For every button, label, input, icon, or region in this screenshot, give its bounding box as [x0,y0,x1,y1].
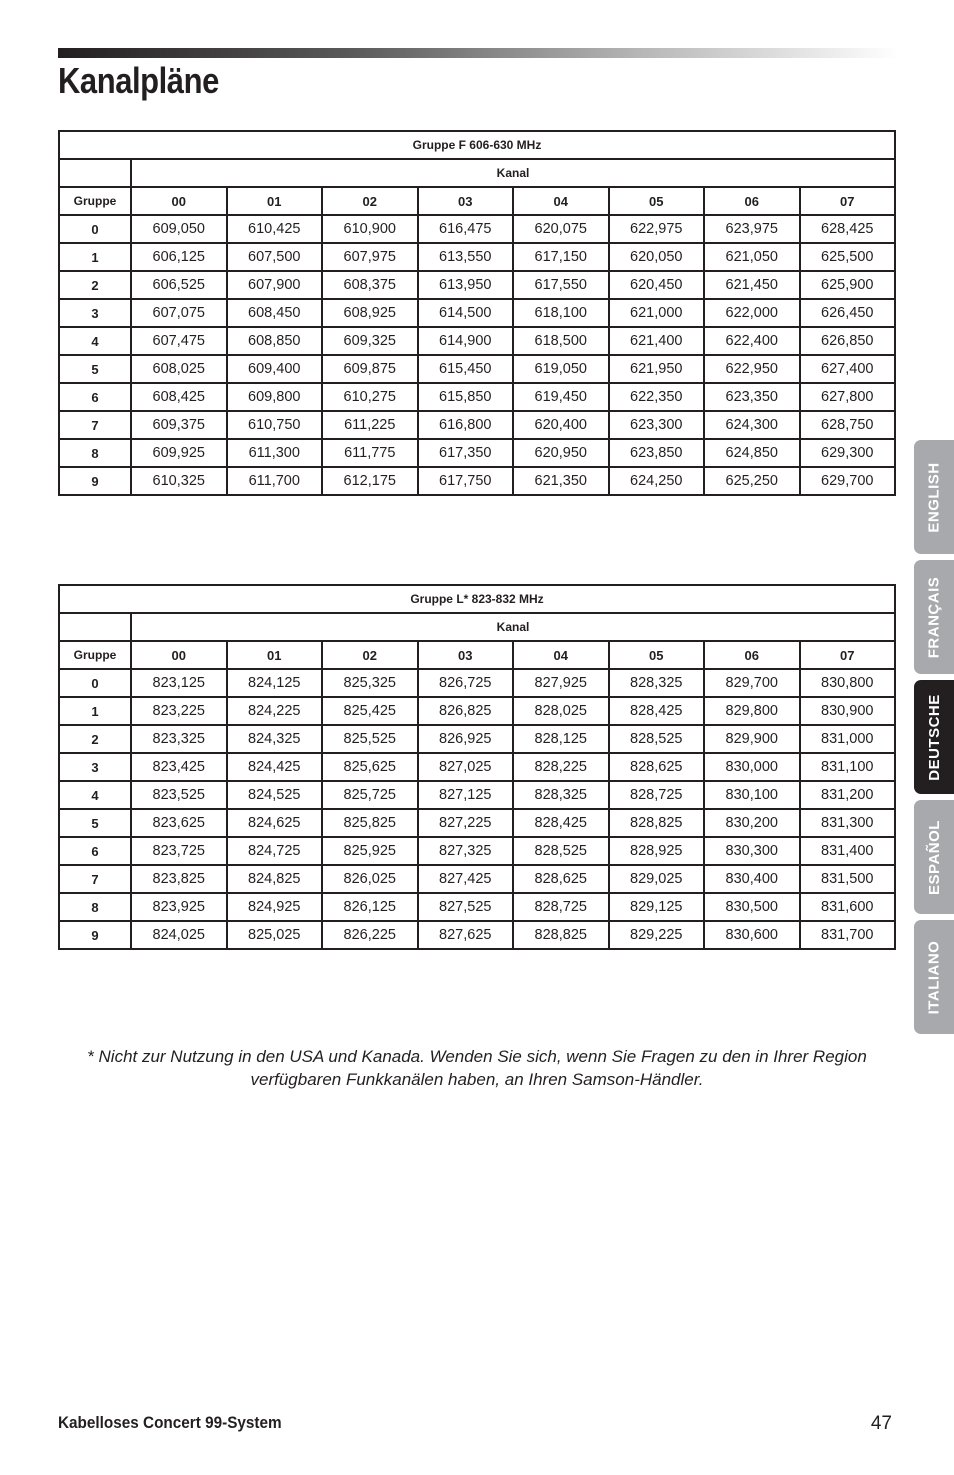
frequency-cell: 827,925 [513,669,609,697]
frequency-cell: 625,250 [704,467,800,495]
frequency-cell: 829,225 [609,921,705,949]
frequency-cell: 620,050 [609,243,705,271]
channel-number: 05 [609,641,705,669]
frequency-cell: 823,125 [131,669,227,697]
frequency-cell: 608,025 [131,355,227,383]
table-title-row [59,131,895,159]
frequency-cell: 607,475 [131,327,227,355]
channel-header-row [59,187,895,215]
tab-francais[interactable] [914,560,954,674]
channel-number: 02 [322,641,418,669]
frequency-cell: 608,375 [322,271,418,299]
channel-number: 01 [227,187,323,215]
table-row [59,753,895,781]
frequency-cell: 606,525 [131,271,227,299]
frequency-cell: 608,450 [227,299,323,327]
frequency-cell: 617,750 [418,467,514,495]
frequency-cell: 824,225 [227,697,323,725]
group-number: 8 [59,439,131,467]
frequency-cell: 825,525 [322,725,418,753]
frequency-cell: 609,875 [322,355,418,383]
frequency-cell: 618,100 [513,299,609,327]
frequency-cell: 609,800 [227,383,323,411]
frequency-cell: 824,525 [227,781,323,809]
table-row [59,781,895,809]
channel-number: 06 [704,641,800,669]
frequency-cell: 824,025 [131,921,227,949]
footnote: * Nicht zur Nutzung in den USA und Kanada. Wenden Sie sich, wenn Sie Fragen zu den in Ihrer Region verfügbaren Funkkanälen haben, an Ihren Samson-Händler. [87,1047,867,1089]
frequency-cell: 827,625 [418,921,514,949]
frequency-cell: 828,325 [609,669,705,697]
frequency-cell: 826,825 [418,697,514,725]
header-gradient-bar [58,48,898,58]
channel-number: 03 [418,641,514,669]
frequency-cell: 825,825 [322,809,418,837]
frequency-cell: 627,800 [800,383,896,411]
channel-number: 01 [227,641,323,669]
group-number: 6 [59,383,131,411]
gruppe-label: Gruppe [59,641,131,669]
group-number: 9 [59,921,131,949]
frequency-cell: 610,900 [322,215,418,243]
frequency-cell: 823,825 [131,865,227,893]
frequency-cell: 623,975 [704,215,800,243]
channel-number: 00 [131,187,227,215]
group-number: 7 [59,865,131,893]
kanal-header-row [59,613,895,641]
group-number: 2 [59,725,131,753]
frequency-cell: 608,425 [131,383,227,411]
frequency-cell: 827,425 [418,865,514,893]
frequency-cell: 831,500 [800,865,896,893]
tab-espanol[interactable] [914,800,954,914]
channel-number: 06 [704,187,800,215]
frequency-cell: 828,725 [609,781,705,809]
page-title: Kanalpläne [58,60,219,101]
frequency-cell: 825,025 [227,921,323,949]
frequency-cell: 620,075 [513,215,609,243]
frequency-cell: 825,325 [322,669,418,697]
frequency-cell: 825,725 [322,781,418,809]
frequency-cell: 608,925 [322,299,418,327]
frequency-cell: 624,250 [609,467,705,495]
frequency-cell: 622,000 [704,299,800,327]
frequency-cell: 825,925 [322,837,418,865]
frequency-cell: 823,425 [131,753,227,781]
frequency-cell: 830,400 [704,865,800,893]
frequency-cell: 831,000 [800,725,896,753]
frequency-cell: 628,750 [800,411,896,439]
frequency-cell: 831,200 [800,781,896,809]
frequency-cell: 613,950 [418,271,514,299]
frequency-cell: 609,375 [131,411,227,439]
tab-label: ENGLISH [925,461,943,533]
frequency-cell: 826,225 [322,921,418,949]
frequency-cell: 609,400 [227,355,323,383]
kanal-header-row [59,159,895,187]
frequency-cell: 827,125 [418,781,514,809]
frequency-cell: 611,225 [322,411,418,439]
frequency-cell: 829,025 [609,865,705,893]
group-number: 2 [59,271,131,299]
frequency-cell: 627,400 [800,355,896,383]
frequency-cell: 824,825 [227,865,323,893]
frequency-cell: 830,100 [704,781,800,809]
frequency-cell: 831,700 [800,921,896,949]
frequency-cell: 611,700 [227,467,323,495]
frequency-cell: 830,800 [800,669,896,697]
frequency-cell: 619,050 [513,355,609,383]
frequency-cell: 628,425 [800,215,896,243]
frequency-cell: 621,950 [609,355,705,383]
channel-number: 00 [131,641,227,669]
frequency-cell: 831,300 [800,809,896,837]
frequency-cell: 828,425 [609,697,705,725]
group-number: 1 [59,243,131,271]
table-row [59,893,895,921]
frequency-cell: 625,500 [800,243,896,271]
group-number: 4 [59,781,131,809]
frequency-cell: 622,950 [704,355,800,383]
frequency-cell: 616,800 [418,411,514,439]
frequency-cell: 624,300 [704,411,800,439]
group-number: 3 [59,299,131,327]
frequency-cell: 828,825 [609,809,705,837]
table-row [59,299,895,327]
frequency-cell: 607,900 [227,271,323,299]
frequency-cell: 829,125 [609,893,705,921]
group-number: 3 [59,753,131,781]
frequency-cell: 610,325 [131,467,227,495]
frequency-cell: 615,850 [418,383,514,411]
frequency-cell: 618,500 [513,327,609,355]
frequency-cell: 823,625 [131,809,227,837]
table-row [59,921,895,949]
table-row [59,697,895,725]
frequency-cell: 828,125 [513,725,609,753]
frequency-cell: 828,525 [513,837,609,865]
tab-label: DEUTSCHE [925,693,943,781]
channel-number: 04 [513,641,609,669]
kanal-label: Kanal [131,613,895,641]
channel-table-group-l [58,584,896,950]
frequency-cell: 616,475 [418,215,514,243]
frequency-cell: 828,025 [513,697,609,725]
table-row [59,865,895,893]
tab-label: ITALIANO [925,940,943,1014]
frequency-cell: 828,625 [609,753,705,781]
frequency-cell: 622,400 [704,327,800,355]
frequency-cell: 824,325 [227,725,323,753]
frequency-cell: 611,300 [227,439,323,467]
frequency-cell: 827,325 [418,837,514,865]
frequency-cell: 826,725 [418,669,514,697]
frequency-cell: 827,025 [418,753,514,781]
frequency-cell: 829,700 [704,669,800,697]
frequency-cell: 611,775 [322,439,418,467]
channel-number: 07 [800,187,896,215]
frequency-cell: 622,350 [609,383,705,411]
frequency-cell: 610,750 [227,411,323,439]
frequency-cell: 609,925 [131,439,227,467]
tab-deutsche[interactable] [914,680,954,794]
group-number: 0 [59,215,131,243]
table-row [59,837,895,865]
tab-italiano[interactable] [914,920,954,1034]
frequency-cell: 830,000 [704,753,800,781]
frequency-cell: 830,600 [704,921,800,949]
table-row [59,215,895,243]
group-number: 6 [59,837,131,865]
frequency-cell: 828,925 [609,837,705,865]
group-number: 4 [59,327,131,355]
frequency-cell: 606,125 [131,243,227,271]
frequency-cell: 830,500 [704,893,800,921]
frequency-cell: 824,725 [227,837,323,865]
channel-header-row [59,641,895,669]
frequency-cell: 825,625 [322,753,418,781]
frequency-cell: 613,550 [418,243,514,271]
frequency-cell: 614,900 [418,327,514,355]
empty-cell [59,613,131,641]
frequency-cell: 626,850 [800,327,896,355]
frequency-cell: 826,025 [322,865,418,893]
frequency-cell: 831,600 [800,893,896,921]
frequency-cell: 827,225 [418,809,514,837]
tab-label: ESPAÑOL [925,819,943,895]
table-row [59,271,895,299]
frequency-cell: 621,400 [609,327,705,355]
table-row [59,439,895,467]
frequency-cell: 610,425 [227,215,323,243]
table-row [59,669,895,697]
group-number: 1 [59,697,131,725]
table-title-row [59,585,895,613]
tab-english[interactable] [914,440,954,554]
frequency-cell: 823,725 [131,837,227,865]
frequency-cell: 612,175 [322,467,418,495]
frequency-cell: 826,925 [418,725,514,753]
frequency-cell: 607,975 [322,243,418,271]
table-row [59,809,895,837]
table-row [59,243,895,271]
frequency-cell: 824,125 [227,669,323,697]
frequency-cell: 621,000 [609,299,705,327]
frequency-cell: 629,700 [800,467,896,495]
frequency-cell: 830,900 [800,697,896,725]
frequency-cell: 623,300 [609,411,705,439]
frequency-cell: 827,525 [418,893,514,921]
channel-number: 03 [418,187,514,215]
frequency-cell: 629,300 [800,439,896,467]
frequency-cell: 829,900 [704,725,800,753]
frequency-cell: 617,350 [418,439,514,467]
frequency-cell: 828,525 [609,725,705,753]
frequency-cell: 622,975 [609,215,705,243]
frequency-cell: 626,450 [800,299,896,327]
frequency-cell: 823,225 [131,697,227,725]
frequency-cell: 623,350 [704,383,800,411]
frequency-cell: 823,325 [131,725,227,753]
frequency-cell: 610,275 [322,383,418,411]
frequency-cell: 619,450 [513,383,609,411]
frequency-cell: 828,725 [513,893,609,921]
group-number: 7 [59,411,131,439]
frequency-cell: 620,450 [609,271,705,299]
frequency-cell: 828,325 [513,781,609,809]
frequency-cell: 831,400 [800,837,896,865]
channel-number: 05 [609,187,705,215]
frequency-cell: 828,625 [513,865,609,893]
frequency-cell: 625,900 [800,271,896,299]
frequency-cell: 826,125 [322,893,418,921]
table-row [59,327,895,355]
group-number: 8 [59,893,131,921]
frequency-cell: 609,325 [322,327,418,355]
empty-cell [59,159,131,187]
kanal-label: Kanal [131,159,895,187]
frequency-cell: 831,100 [800,753,896,781]
frequency-cell: 823,525 [131,781,227,809]
frequency-cell: 620,950 [513,439,609,467]
table-row [59,383,895,411]
frequency-cell: 608,850 [227,327,323,355]
frequency-cell: 617,150 [513,243,609,271]
frequency-cell: 824,425 [227,753,323,781]
frequency-cell: 624,850 [704,439,800,467]
frequency-cell: 620,400 [513,411,609,439]
frequency-cell: 823,925 [131,893,227,921]
frequency-cell: 825,425 [322,697,418,725]
frequency-cell: 621,350 [513,467,609,495]
table-row [59,355,895,383]
channel-number: 07 [800,641,896,669]
footer-product-name: Kabelloses Concert 99-System [58,1413,282,1432]
group-number: 5 [59,355,131,383]
tab-label: FRANÇAIS [925,576,943,658]
group-number: 0 [59,669,131,697]
table-title: Gruppe L* 823-832 MHz [59,585,895,613]
table-row [59,411,895,439]
channel-number: 04 [513,187,609,215]
frequency-cell: 828,425 [513,809,609,837]
frequency-cell: 621,450 [704,271,800,299]
frequency-cell: 615,450 [418,355,514,383]
frequency-cell: 824,925 [227,893,323,921]
table-row [59,725,895,753]
gruppe-label: Gruppe [59,187,131,215]
frequency-cell: 617,550 [513,271,609,299]
group-number: 9 [59,467,131,495]
channel-number: 02 [322,187,418,215]
frequency-cell: 621,050 [704,243,800,271]
frequency-cell: 824,625 [227,809,323,837]
page-number: 47 [870,1413,892,1434]
frequency-cell: 829,800 [704,697,800,725]
frequency-cell: 828,825 [513,921,609,949]
frequency-cell: 830,200 [704,809,800,837]
frequency-cell: 623,850 [609,439,705,467]
group-number: 5 [59,809,131,837]
frequency-cell: 830,300 [704,837,800,865]
frequency-cell: 828,225 [513,753,609,781]
frequency-cell: 607,500 [227,243,323,271]
frequency-cell: 609,050 [131,215,227,243]
channel-table-group-f [58,130,896,496]
table-row [59,467,895,495]
frequency-cell: 607,075 [131,299,227,327]
frequency-cell: 614,500 [418,299,514,327]
table-title: Gruppe F 606-630 MHz [59,131,895,159]
